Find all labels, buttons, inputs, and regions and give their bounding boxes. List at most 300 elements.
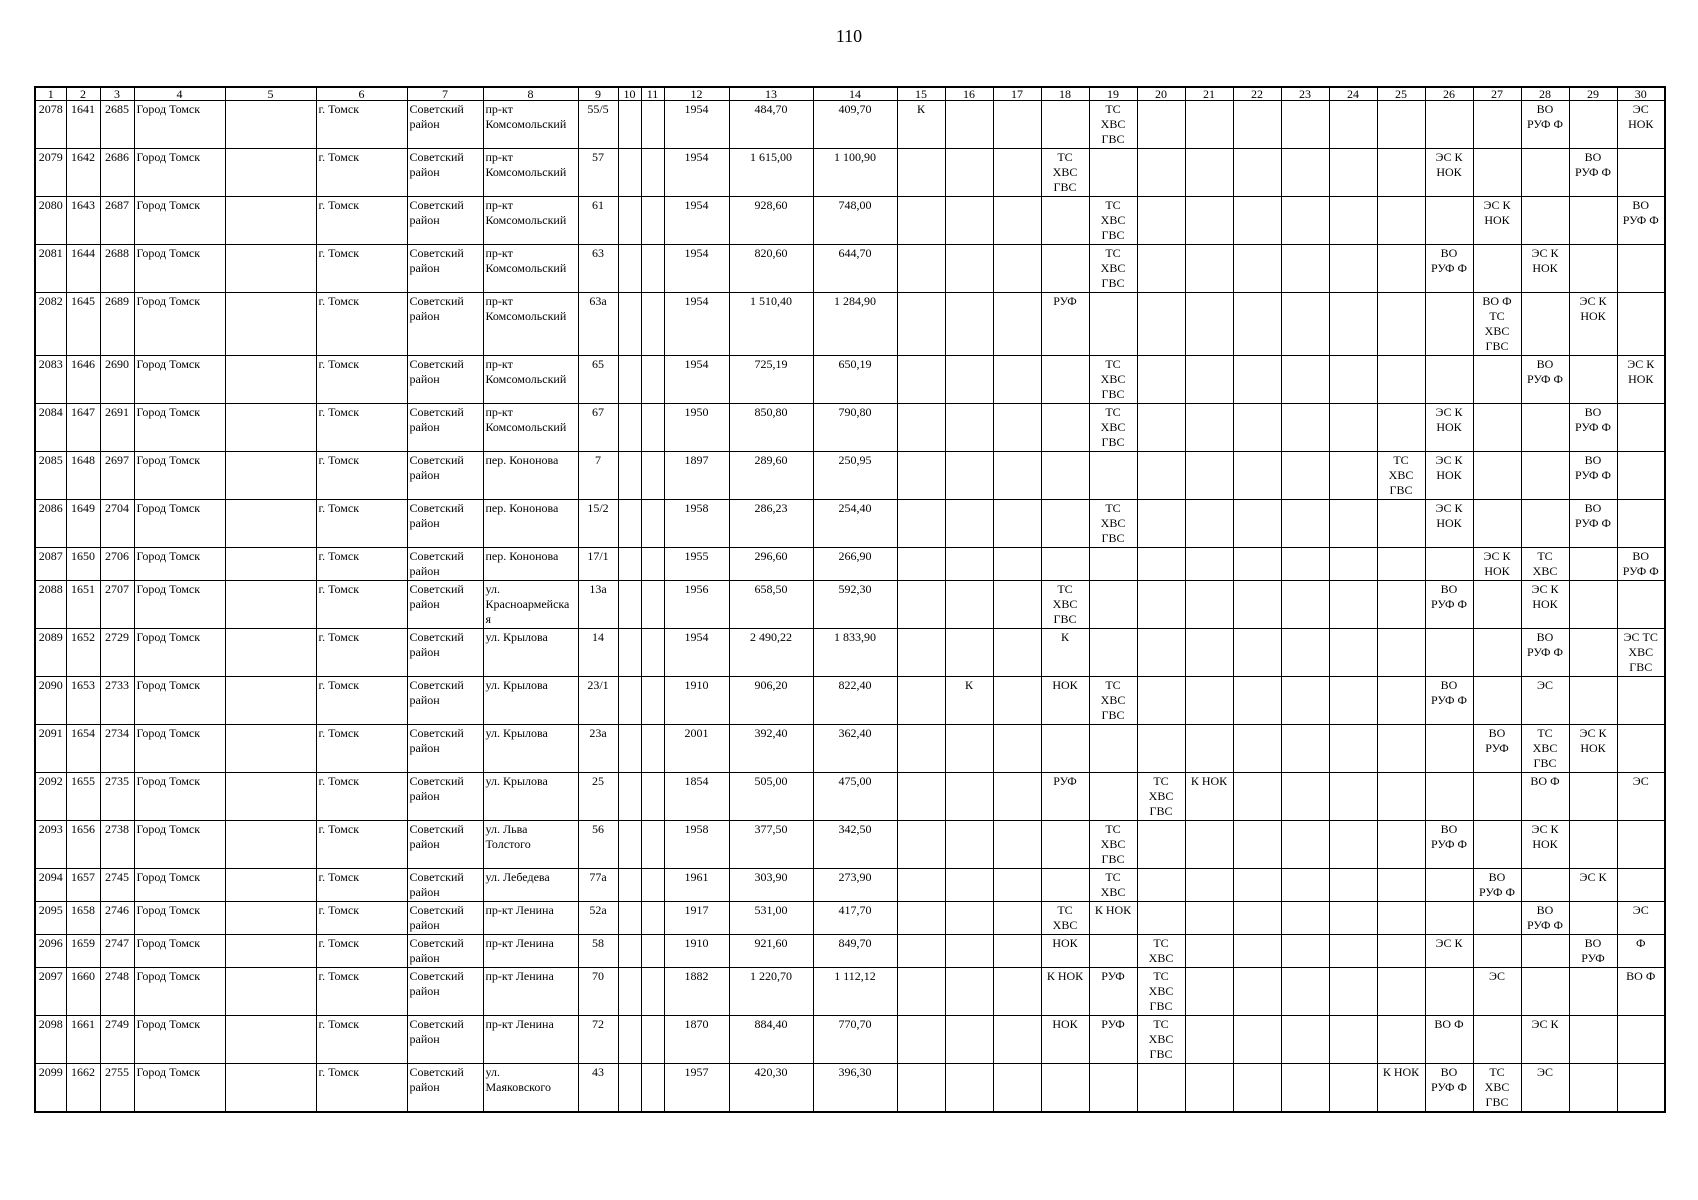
cell-col-13: 392,40 [729, 725, 813, 773]
cell-col-9: 52а [578, 902, 618, 935]
cell-col-9: 56 [578, 821, 618, 869]
cell-col-7: Советский район [407, 404, 483, 452]
cell-col-6: г. Томск [316, 935, 407, 968]
table-row [35, 245, 1665, 293]
cell-col-5 [225, 773, 316, 821]
cell-col-27 [1473, 245, 1521, 293]
table-row [35, 404, 1665, 452]
cell-col-4: Город Томск [134, 581, 225, 629]
cell-col-27: ЭС К НОК [1473, 548, 1521, 581]
cell-col-12: 1954 [664, 293, 729, 356]
cell-col-4: Город Томск [134, 245, 225, 293]
cell-col-27 [1473, 581, 1521, 629]
cell-col-15 [897, 548, 945, 581]
cell-col-30 [1617, 581, 1665, 629]
cell-col-11 [641, 725, 664, 773]
table-row [35, 101, 1665, 149]
cell-col-12: 2001 [664, 725, 729, 773]
cell-col-20 [1137, 869, 1185, 902]
cell-col-23 [1281, 548, 1329, 581]
cell-col-4: Город Томск [134, 548, 225, 581]
cell-col-4: Город Томск [134, 773, 225, 821]
cell-col-15 [897, 629, 945, 677]
column-header-28: 28 [1521, 87, 1569, 101]
column-header-2: 2 [66, 87, 100, 101]
cell-col-14: 417,70 [813, 902, 897, 935]
cell-col-30 [1617, 725, 1665, 773]
cell-col-12: 1961 [664, 869, 729, 902]
cell-col-21 [1185, 725, 1233, 773]
cell-col-4: Город Томск [134, 725, 225, 773]
cell-col-14: 592,30 [813, 581, 897, 629]
cell-col-3: 2735 [100, 773, 134, 821]
cell-col-3: 2689 [100, 293, 134, 356]
cell-col-13: 289,60 [729, 452, 813, 500]
cell-col-1: 2096 [35, 935, 66, 968]
cell-col-8: ул. Крылова [483, 629, 578, 677]
cell-col-28: ВО РУФ Ф [1521, 902, 1569, 935]
cell-col-21 [1185, 149, 1233, 197]
cell-col-11 [641, 356, 664, 404]
cell-col-15 [897, 404, 945, 452]
cell-col-18 [1041, 101, 1089, 149]
cell-col-18: К [1041, 629, 1089, 677]
cell-col-5 [225, 197, 316, 245]
cell-col-16 [945, 869, 993, 902]
cell-col-8: ул. Красноармейска я [483, 581, 578, 629]
cell-col-25 [1377, 500, 1425, 548]
cell-col-6: г. Томск [316, 197, 407, 245]
cell-col-20 [1137, 500, 1185, 548]
cell-col-2: 1661 [66, 1016, 100, 1064]
cell-col-2: 1642 [66, 149, 100, 197]
cell-col-10 [618, 197, 641, 245]
table-row [35, 293, 1665, 356]
cell-col-13: 286,23 [729, 500, 813, 548]
cell-col-30 [1617, 1064, 1665, 1113]
cell-col-15 [897, 935, 945, 968]
cell-col-26 [1425, 725, 1473, 773]
cell-col-23 [1281, 1064, 1329, 1113]
cell-col-25 [1377, 821, 1425, 869]
cell-col-8: ул. Лебедева [483, 869, 578, 902]
cell-col-10 [618, 149, 641, 197]
cell-col-12: 1954 [664, 101, 729, 149]
cell-col-19: К НОК [1089, 902, 1137, 935]
cell-col-29 [1569, 197, 1617, 245]
cell-col-29 [1569, 245, 1617, 293]
cell-col-25 [1377, 356, 1425, 404]
cell-col-3: 2687 [100, 197, 134, 245]
cell-col-28: ЭС К НОК [1521, 245, 1569, 293]
cell-col-12: 1958 [664, 500, 729, 548]
cell-col-18 [1041, 452, 1089, 500]
cell-col-16 [945, 293, 993, 356]
cell-col-21 [1185, 1016, 1233, 1064]
cell-col-27: ВО РУФ [1473, 725, 1521, 773]
cell-col-23 [1281, 821, 1329, 869]
cell-col-3: 2690 [100, 356, 134, 404]
cell-col-23 [1281, 581, 1329, 629]
cell-col-22 [1233, 677, 1281, 725]
cell-col-25 [1377, 725, 1425, 773]
cell-col-4: Город Томск [134, 356, 225, 404]
cell-col-27: ТС ХВС ГВС [1473, 1064, 1521, 1113]
cell-col-5 [225, 677, 316, 725]
cell-col-24 [1329, 902, 1377, 935]
cell-col-17 [993, 500, 1041, 548]
cell-col-10 [618, 773, 641, 821]
cell-col-1: 2092 [35, 773, 66, 821]
cell-col-20 [1137, 548, 1185, 581]
cell-col-8: пр-кт Ленина [483, 1016, 578, 1064]
cell-col-19: ТС ХВС ГВС [1089, 356, 1137, 404]
cell-col-12: 1955 [664, 548, 729, 581]
cell-col-22 [1233, 581, 1281, 629]
cell-col-10 [618, 404, 641, 452]
cell-col-2: 1647 [66, 404, 100, 452]
cell-col-5 [225, 821, 316, 869]
column-header-23: 23 [1281, 87, 1329, 101]
cell-col-30 [1617, 677, 1665, 725]
cell-col-27 [1473, 101, 1521, 149]
table-row [35, 356, 1665, 404]
cell-col-16 [945, 197, 993, 245]
column-header-14: 14 [813, 87, 897, 101]
cell-col-2: 1652 [66, 629, 100, 677]
cell-col-9: 43 [578, 1064, 618, 1113]
cell-col-9: 70 [578, 968, 618, 1016]
cell-col-18: ТС ХВС ГВС [1041, 149, 1089, 197]
cell-col-7: Советский район [407, 500, 483, 548]
column-header-25: 25 [1377, 87, 1425, 101]
table-row [35, 935, 1665, 968]
cell-col-21 [1185, 548, 1233, 581]
cell-col-19 [1089, 548, 1137, 581]
cell-col-24 [1329, 581, 1377, 629]
cell-col-3: 2729 [100, 629, 134, 677]
cell-col-9: 14 [578, 629, 618, 677]
cell-col-7: Советский район [407, 629, 483, 677]
cell-col-9: 67 [578, 404, 618, 452]
cell-col-4: Город Томск [134, 1064, 225, 1113]
cell-col-4: Город Томск [134, 452, 225, 500]
cell-col-18: ТС ХВС ГВС [1041, 581, 1089, 629]
cell-col-12: 1954 [664, 197, 729, 245]
cell-col-4: Город Томск [134, 935, 225, 968]
cell-col-19: ТС ХВС ГВС [1089, 677, 1137, 725]
cell-col-18: НОК [1041, 1016, 1089, 1064]
cell-col-10 [618, 452, 641, 500]
cell-col-16 [945, 629, 993, 677]
cell-col-7: Советский район [407, 935, 483, 968]
cell-col-21 [1185, 404, 1233, 452]
cell-col-22 [1233, 725, 1281, 773]
cell-col-21 [1185, 968, 1233, 1016]
cell-col-2: 1649 [66, 500, 100, 548]
cell-col-9: 23а [578, 725, 618, 773]
cell-col-3: 2707 [100, 581, 134, 629]
cell-col-14: 475,00 [813, 773, 897, 821]
cell-col-7: Советский район [407, 197, 483, 245]
register-table [34, 86, 1666, 1113]
cell-col-12: 1910 [664, 935, 729, 968]
cell-col-20: ТС ХВС ГВС [1137, 968, 1185, 1016]
cell-col-16 [945, 500, 993, 548]
cell-col-16 [945, 581, 993, 629]
cell-col-23 [1281, 356, 1329, 404]
cell-col-20: ТС ХВС ГВС [1137, 773, 1185, 821]
cell-col-22 [1233, 356, 1281, 404]
cell-col-25: К НОК [1377, 1064, 1425, 1113]
cell-col-1: 2093 [35, 821, 66, 869]
cell-col-25: ТС ХВС ГВС [1377, 452, 1425, 500]
cell-col-5 [225, 404, 316, 452]
cell-col-18: РУФ [1041, 293, 1089, 356]
cell-col-14: 644,70 [813, 245, 897, 293]
cell-col-17 [993, 197, 1041, 245]
cell-col-10 [618, 548, 641, 581]
cell-col-22 [1233, 149, 1281, 197]
cell-col-20 [1137, 452, 1185, 500]
cell-col-2: 1655 [66, 773, 100, 821]
cell-col-4: Город Томск [134, 293, 225, 356]
cell-col-18 [1041, 725, 1089, 773]
cell-col-19: РУФ [1089, 1016, 1137, 1064]
cell-col-16 [945, 1064, 993, 1113]
table-row [35, 1016, 1665, 1064]
cell-col-24 [1329, 404, 1377, 452]
cell-col-24 [1329, 725, 1377, 773]
cell-col-29 [1569, 677, 1617, 725]
table-row [35, 149, 1665, 197]
cell-col-11 [641, 1064, 664, 1113]
cell-col-6: г. Томск [316, 293, 407, 356]
cell-col-25 [1377, 548, 1425, 581]
cell-col-24 [1329, 821, 1377, 869]
cell-col-27 [1473, 452, 1521, 500]
cell-col-15 [897, 581, 945, 629]
cell-col-12: 1917 [664, 902, 729, 935]
cell-col-19: ТС ХВС ГВС [1089, 197, 1137, 245]
cell-col-26 [1425, 293, 1473, 356]
cell-col-11 [641, 869, 664, 902]
cell-col-6: г. Томск [316, 452, 407, 500]
cell-col-29 [1569, 1016, 1617, 1064]
cell-col-29 [1569, 356, 1617, 404]
cell-col-18 [1041, 356, 1089, 404]
cell-col-28: ТС ХВС ГВС [1521, 725, 1569, 773]
cell-col-18 [1041, 197, 1089, 245]
cell-col-17 [993, 869, 1041, 902]
cell-col-26 [1425, 902, 1473, 935]
cell-col-9: 15/2 [578, 500, 618, 548]
column-header-18: 18 [1041, 87, 1089, 101]
table-row [35, 725, 1665, 773]
cell-col-4: Город Томск [134, 902, 225, 935]
cell-col-24 [1329, 1016, 1377, 1064]
cell-col-5 [225, 101, 316, 149]
cell-col-25 [1377, 677, 1425, 725]
cell-col-23 [1281, 869, 1329, 902]
cell-col-25 [1377, 149, 1425, 197]
cell-col-14: 849,70 [813, 935, 897, 968]
cell-col-12: 1954 [664, 149, 729, 197]
cell-col-8: пер. Кононова [483, 452, 578, 500]
cell-col-27 [1473, 773, 1521, 821]
cell-col-13: 1 220,70 [729, 968, 813, 1016]
cell-col-19: ТС ХВС ГВС [1089, 500, 1137, 548]
cell-col-21: К НОК [1185, 773, 1233, 821]
column-header-21: 21 [1185, 87, 1233, 101]
cell-col-2: 1653 [66, 677, 100, 725]
table-row [35, 197, 1665, 245]
cell-col-14: 1 833,90 [813, 629, 897, 677]
cell-col-22 [1233, 197, 1281, 245]
cell-col-12: 1950 [664, 404, 729, 452]
cell-col-26: ВО РУФ Ф [1425, 677, 1473, 725]
cell-col-19 [1089, 1064, 1137, 1113]
table-row [35, 1064, 1665, 1113]
cell-col-3: 2746 [100, 902, 134, 935]
cell-col-21 [1185, 902, 1233, 935]
cell-col-26: ЭС К НОК [1425, 149, 1473, 197]
cell-col-13: 377,50 [729, 821, 813, 869]
cell-col-14: 273,90 [813, 869, 897, 902]
cell-col-29: ЭС К НОК [1569, 725, 1617, 773]
cell-col-12: 1897 [664, 452, 729, 500]
cell-col-16 [945, 101, 993, 149]
cell-col-6: г. Томск [316, 869, 407, 902]
cell-col-29: ЭС К [1569, 869, 1617, 902]
cell-col-3: 2747 [100, 935, 134, 968]
cell-col-25 [1377, 629, 1425, 677]
cell-col-14: 790,80 [813, 404, 897, 452]
cell-col-19 [1089, 581, 1137, 629]
cell-col-30: ЭС [1617, 773, 1665, 821]
cell-col-14: 822,40 [813, 677, 897, 725]
cell-col-4: Город Томск [134, 404, 225, 452]
cell-col-26: ВО Ф [1425, 1016, 1473, 1064]
cell-col-29 [1569, 968, 1617, 1016]
cell-col-10 [618, 500, 641, 548]
cell-col-20: ТС ХВС ГВС [1137, 1016, 1185, 1064]
cell-col-10 [618, 725, 641, 773]
cell-col-17 [993, 548, 1041, 581]
cell-col-4: Город Томск [134, 1016, 225, 1064]
cell-col-7: Советский район [407, 452, 483, 500]
cell-col-14: 748,00 [813, 197, 897, 245]
table-row [35, 902, 1665, 935]
cell-col-9: 72 [578, 1016, 618, 1064]
cell-col-19: ТС ХВС ГВС [1089, 245, 1137, 293]
cell-col-25 [1377, 968, 1425, 1016]
cell-col-24 [1329, 452, 1377, 500]
cell-col-2: 1646 [66, 356, 100, 404]
cell-col-15 [897, 293, 945, 356]
cell-col-25 [1377, 902, 1425, 935]
cell-col-6: г. Томск [316, 356, 407, 404]
cell-col-14: 1 112,12 [813, 968, 897, 1016]
cell-col-28 [1521, 149, 1569, 197]
cell-col-17 [993, 356, 1041, 404]
column-header-20: 20 [1137, 87, 1185, 101]
cell-col-5 [225, 725, 316, 773]
cell-col-4: Город Томск [134, 197, 225, 245]
cell-col-10 [618, 581, 641, 629]
cell-col-11 [641, 548, 664, 581]
cell-col-10 [618, 935, 641, 968]
cell-col-29: ВО РУФ Ф [1569, 452, 1617, 500]
cell-col-26: ВО РУФ Ф [1425, 245, 1473, 293]
cell-col-30 [1617, 404, 1665, 452]
cell-col-8: пр-кт Ленина [483, 902, 578, 935]
cell-col-5 [225, 968, 316, 1016]
table-row [35, 968, 1665, 1016]
cell-col-22 [1233, 1016, 1281, 1064]
cell-col-3: 2755 [100, 1064, 134, 1113]
cell-col-2: 1643 [66, 197, 100, 245]
cell-col-6: г. Томск [316, 404, 407, 452]
cell-col-8: пр-кт Комсомольский [483, 245, 578, 293]
cell-col-4: Город Томск [134, 149, 225, 197]
cell-col-1: 2091 [35, 725, 66, 773]
cell-col-14: 1 100,90 [813, 149, 897, 197]
cell-col-6: г. Томск [316, 629, 407, 677]
cell-col-13: 921,60 [729, 935, 813, 968]
cell-col-15 [897, 356, 945, 404]
cell-col-8: пр-кт Комсомольский [483, 293, 578, 356]
cell-col-15 [897, 149, 945, 197]
cell-col-9: 55/5 [578, 101, 618, 149]
column-number-header [35, 87, 1665, 101]
cell-col-5 [225, 581, 316, 629]
cell-col-27 [1473, 404, 1521, 452]
cell-col-11 [641, 197, 664, 245]
table-row [35, 821, 1665, 869]
cell-col-29 [1569, 773, 1617, 821]
cell-col-28: ЭС [1521, 677, 1569, 725]
cell-col-30: ЭС НОК [1617, 101, 1665, 149]
cell-col-28 [1521, 500, 1569, 548]
cell-col-28 [1521, 452, 1569, 500]
cell-col-23 [1281, 197, 1329, 245]
cell-col-9: 65 [578, 356, 618, 404]
cell-col-7: Советский район [407, 1016, 483, 1064]
column-header-8: 8 [483, 87, 578, 101]
cell-col-17 [993, 725, 1041, 773]
cell-col-8: пр-кт Ленина [483, 935, 578, 968]
cell-col-10 [618, 293, 641, 356]
cell-col-5 [225, 1016, 316, 1064]
column-header-9: 9 [578, 87, 618, 101]
cell-col-29 [1569, 821, 1617, 869]
cell-col-21 [1185, 581, 1233, 629]
cell-col-14: 342,50 [813, 821, 897, 869]
cell-col-22 [1233, 101, 1281, 149]
cell-col-4: Город Томск [134, 677, 225, 725]
cell-col-15 [897, 773, 945, 821]
cell-col-13: 906,20 [729, 677, 813, 725]
cell-col-30 [1617, 149, 1665, 197]
cell-col-29: ВО РУФ [1569, 935, 1617, 968]
column-header-4: 4 [134, 87, 225, 101]
cell-col-6: г. Томск [316, 725, 407, 773]
cell-col-25 [1377, 293, 1425, 356]
column-header-17: 17 [993, 87, 1041, 101]
cell-col-13: 1 510,40 [729, 293, 813, 356]
cell-col-26: ВО РУФ Ф [1425, 581, 1473, 629]
